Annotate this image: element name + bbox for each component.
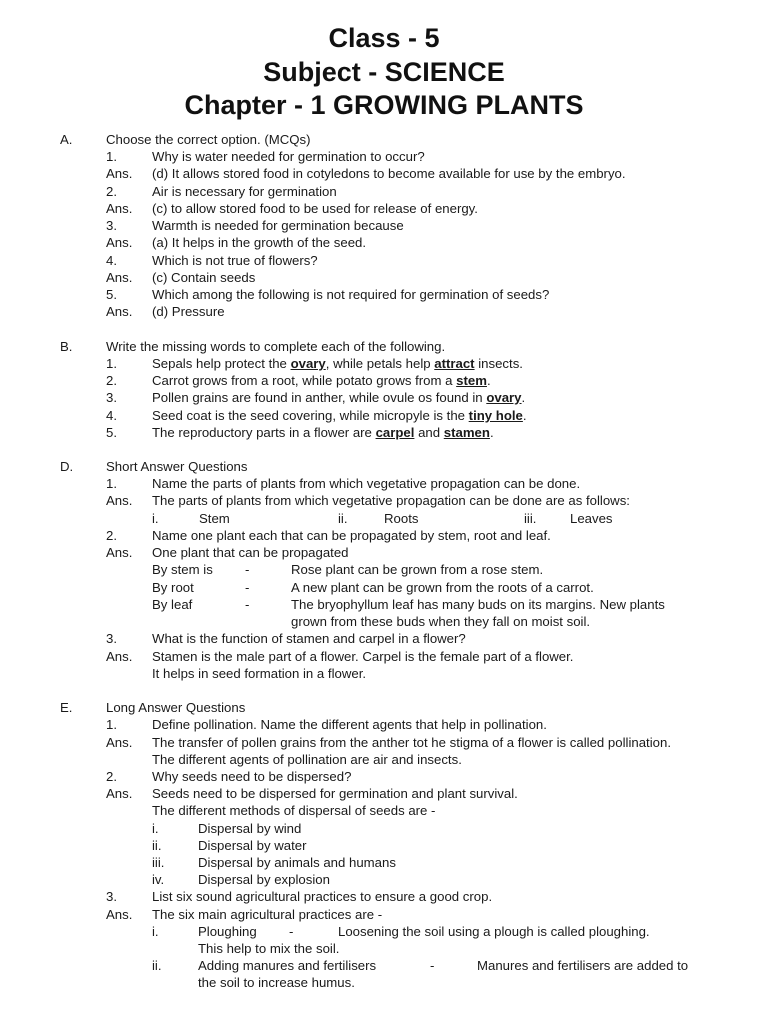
list-marker: iii. [152,855,165,870]
section-e-letter: E. [60,700,73,715]
list-item: Leaves [570,511,613,526]
propagation-key: By stem is [152,562,213,577]
question-number: 1. [106,149,117,164]
answer-label: Ans. [106,235,133,250]
answer-word: carpel [375,425,415,440]
question-text: Why seeds need to be dispersed? [152,769,352,784]
question-text: Which is not true of flowers? [152,253,318,268]
document-title-class: Class - 5 [328,23,440,53]
dash: - [430,958,435,973]
question-number: 5. [106,287,117,302]
answer-text: One plant that can be propagated [152,545,349,560]
section-a-letter: A. [60,132,73,147]
question-number: 3. [106,889,117,904]
propagation-value: The bryophyllum leaf has many buds on its margins. New plants [291,597,665,612]
answer-label: Ans. [106,649,133,664]
question-text: List six sound agricultural practices to ensure a good crop. [152,889,493,904]
list-marker: ii. [338,511,348,526]
fill-blank-sentence: The reproductory parts in a flower are carpel and stamen. [152,425,494,440]
section-d-letter: D. [60,459,74,474]
question-number: 5. [106,425,117,440]
dash: - [245,580,250,595]
answer-label: Ans. [106,493,133,508]
propagation-key: By leaf [152,597,193,612]
answer-text: The transfer of pollen grains from the anther tot he stigma of a flower is called pollination. [152,735,671,750]
dash: - [245,562,250,577]
question-number: 3. [106,218,117,233]
answer-label: Ans. [106,304,133,319]
list-item: Stem [199,511,230,526]
answer-word: tiny hole [468,408,523,423]
answer-label: Ans. [106,270,133,285]
question-number: 3. [106,631,117,646]
answer-word: attract [434,356,475,371]
answer-label: Ans. [106,907,133,922]
list-marker: i. [152,511,159,526]
answer-word: stem [456,373,487,388]
question-text: Name one plant each that can be propagated by stem, root and leaf. [152,528,551,543]
answer-word: ovary [290,356,326,371]
practice-description: This help to mix the soil. [198,941,340,956]
answer-text: The parts of plants from which vegetative propagation can be done are as follows: [152,493,630,508]
propagation-value: Rose plant can be grown from a rose stem. [291,562,544,577]
practice-name: Ploughing [198,924,257,939]
list-item: Dispersal by water [198,838,307,853]
list-marker: i. [152,821,159,836]
document-title-chapter: Chapter - 1 GROWING PLANTS [184,90,584,120]
fill-blank-sentence: Seed coat is the seed covering, while micropyle is the tiny hole. [152,408,527,423]
question-number: 2. [106,769,117,784]
section-a-heading: Choose the correct option. (MCQs) [106,132,311,147]
question-number: 4. [106,253,117,268]
answer-text: The different agents of pollination are air and insects. [152,752,462,767]
answer-word: ovary [486,390,522,405]
list-marker: i. [152,924,159,939]
answer-text: (c) to allow stored food to be used for release of energy. [152,201,478,216]
list-marker: ii. [152,958,162,973]
answer-text: The different methods of dispersal of seeds are - [152,803,436,818]
list-item: Dispersal by explosion [198,872,330,887]
answer-text: (a) It helps in the growth of the seed. [152,235,367,250]
propagation-value: grown from these buds when they fall on moist soil. [291,614,591,629]
practice-description: Loosening the soil using a plough is called ploughing. [338,924,650,939]
question-text: Air is necessary for germination [152,184,337,199]
question-text: Which among the following is not required for germination of seeds? [152,287,550,302]
answer-label: Ans. [106,545,133,560]
document-title-subject: Subject - SCIENCE [263,57,505,87]
question-number: 2. [106,184,117,199]
question-number: 2. [106,528,117,543]
dash: - [245,597,250,612]
question-number: 1. [106,476,117,491]
list-marker: iv. [152,872,165,887]
question-number: 1. [106,356,117,371]
dash: - [289,924,294,939]
answer-label: Ans. [106,735,133,750]
question-text: Why is water needed for germination to occur? [152,149,425,164]
answer-label: Ans. [106,201,133,216]
list-item: Roots [384,511,419,526]
question-number: 2. [106,373,117,388]
answer-word: stamen [443,425,490,440]
answer-text: (c) Contain seeds [152,270,256,285]
propagation-key: By root [152,580,194,595]
propagation-value: A new plant can be grown from the roots of a carrot. [291,580,594,595]
question-text: What is the function of stamen and carpel in a flower? [152,631,466,646]
list-marker: iii. [524,511,537,526]
practice-description: the soil to increase humus. [198,975,355,990]
answer-label: Ans. [106,166,133,181]
list-marker: ii. [152,838,162,853]
fill-blank-sentence: Sepals help protect the ovary, while petals help attract insects. [152,356,523,371]
question-number: 4. [106,408,117,423]
question-text: Warmth is needed for germination because [152,218,404,233]
list-item: Dispersal by animals and humans [198,855,396,870]
list-item: Dispersal by wind [198,821,302,836]
answer-text: Seeds need to be dispersed for germination and plant survival. [152,786,518,801]
section-b-letter: B. [60,339,73,354]
fill-blank-sentence: Carrot grows from a root, while potato grows from a stem. [152,373,491,388]
answer-text: Stamen is the male part of a flower. Carpel is the female part of a flower. [152,649,574,664]
section-b-heading: Write the missing words to complete each of the following. [106,339,446,354]
section-e-heading: Long Answer Questions [106,700,246,715]
practice-description: Manures and fertilisers are added to [477,958,689,973]
answer-text: (d) It allows stored food in cotyledons to become available for use by the embryo. [152,166,626,181]
answer-text: It helps in seed formation in a flower. [152,666,367,681]
question-text: Name the parts of plants from which vegetative propagation can be done. [152,476,581,491]
question-text: Define pollination. Name the different agents that help in pollination. [152,717,547,732]
question-number: 1. [106,717,117,732]
practice-name: Adding manures and fertilisers [198,958,377,973]
question-number: 3. [106,390,117,405]
section-d-heading: Short Answer Questions [106,459,248,474]
answer-text: (d) Pressure [152,304,225,319]
answer-text: The six main agricultural practices are - [152,907,383,922]
answer-label: Ans. [106,786,133,801]
fill-blank-sentence: Pollen grains are found in anther, while ovule os found in ovary. [152,390,526,405]
